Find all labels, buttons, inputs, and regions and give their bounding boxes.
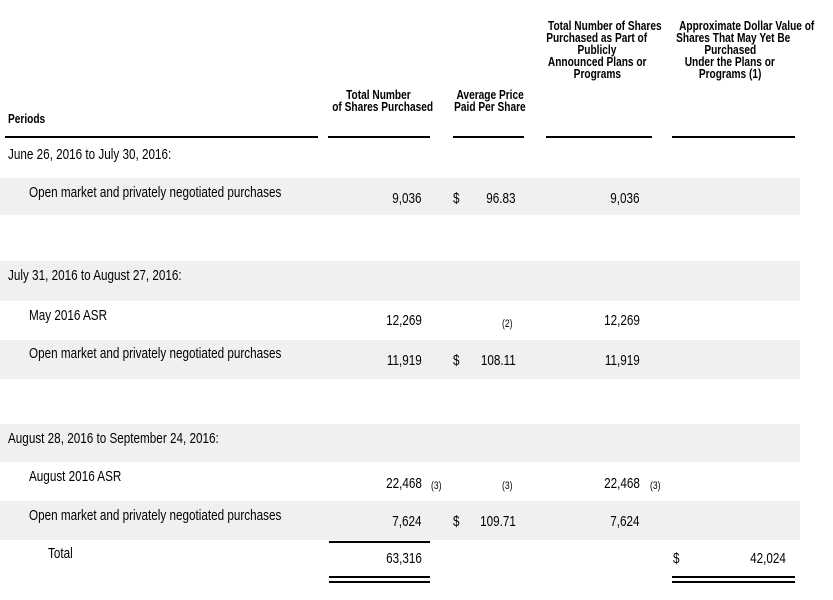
header-avg-price: Average Price Paid Per Share [454, 87, 526, 114]
header-periods: Periods [8, 111, 46, 126]
plans-value: 7,624 [610, 513, 640, 530]
plans-value: 22,468 [604, 475, 640, 492]
row-label: Open market and privately negotiated purchases [29, 345, 282, 362]
plans-value: 12,269 [604, 312, 640, 329]
header-rule-price [453, 136, 524, 138]
total-top-rule [329, 541, 430, 543]
price-footnote: (3) [502, 480, 513, 492]
shares-value: 7,624 [392, 513, 422, 530]
shares-value: 22,468 [386, 475, 422, 492]
currency-symbol: $ [453, 190, 460, 207]
header-plans-shares: Total Number of Shares Purchased as Part of Publicly Announced Plans or Programs [546, 18, 662, 81]
dollar-double-rule-bottom [672, 581, 795, 583]
period-label: June 26, 2016 to July 30, 2016: [8, 146, 172, 163]
total-double-rule-top [329, 576, 430, 578]
header-dollar-value: Approximate Dollar Value of Shares That May Yet Be Purchased Under the Plans or Programs (1) [676, 18, 815, 81]
plans-footnote: (3) [650, 480, 661, 492]
header-rule-periods [5, 136, 318, 138]
row-label: May 2016 ASR [29, 307, 108, 324]
period-label: July 31, 2016 to August 27, 2016: [8, 267, 182, 284]
shares-footnote: (3) [431, 480, 442, 492]
price-value: 109.71 [480, 513, 516, 530]
header-rule-dollar [672, 136, 795, 138]
total-currency-symbol: $ [673, 550, 680, 567]
plans-value: 9,036 [610, 190, 640, 207]
currency-symbol: $ [453, 513, 460, 530]
header-rule-shares [328, 136, 430, 138]
shares-value: 11,919 [387, 352, 422, 369]
total-double-rule-bottom [329, 581, 430, 583]
total-dollar-value: 42,024 [750, 550, 786, 567]
header-rule-plans [546, 136, 652, 138]
price-value: 96.83 [486, 190, 516, 207]
header-total-shares: Total Number of Shares Purchased [332, 87, 434, 114]
plans-value: 11,919 [605, 352, 640, 369]
row-label: August 2016 ASR [29, 468, 122, 485]
total-label: Total [48, 545, 73, 562]
currency-symbol: $ [453, 352, 460, 369]
price-footnote: (2) [502, 318, 513, 330]
shares-value: 9,036 [392, 190, 422, 207]
row-label: Open market and privately negotiated purchases [29, 507, 282, 524]
period-label: August 28, 2016 to September 24, 2016: [8, 430, 219, 447]
price-value: 108.11 [481, 352, 516, 369]
shares-value: 12,269 [386, 312, 422, 329]
total-shares: 63,316 [386, 550, 422, 567]
row-label: Open market and privately negotiated purchases [29, 184, 282, 201]
dollar-double-rule-top [672, 576, 795, 578]
